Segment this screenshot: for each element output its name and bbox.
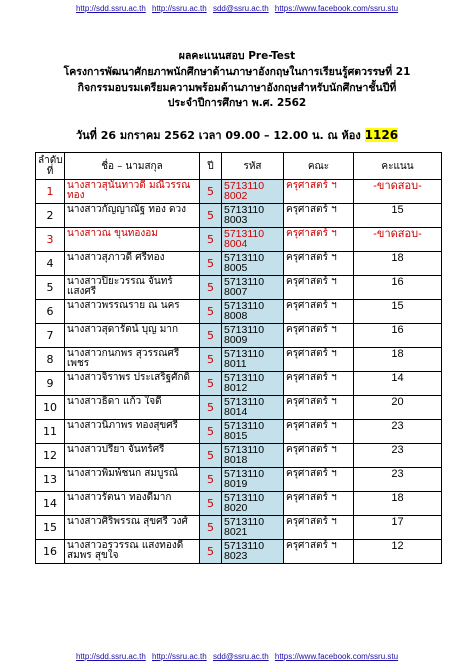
header-faculty: คณะ — [284, 153, 354, 180]
cell-year: 5 — [200, 396, 222, 420]
link-facebook[interactable]: https://www.facebook.com/ssru.stu — [274, 652, 399, 661]
link-sdd[interactable]: http://sdd.ssru.ac.th — [75, 4, 146, 13]
cell-year: 5 — [200, 252, 222, 276]
table-row — [36, 516, 442, 540]
table-body — [36, 180, 442, 564]
table-row — [36, 324, 442, 348]
cell-year: 5 — [200, 372, 222, 396]
cell-name: นางสาวปรียา จันทร์ศรี — [65, 444, 200, 468]
cell-no: 5 — [36, 276, 65, 300]
link-facebook[interactable]: https://www.facebook.com/ssru.stu — [274, 4, 399, 13]
header-score: คะแนน — [354, 153, 442, 180]
cell-year: 5 — [200, 420, 222, 444]
table-row — [36, 444, 442, 468]
room-number: 1126 — [364, 128, 399, 142]
heading-line-2: โครงการพัฒนาศักยภาพนักศึกษาด้านภาษาอังกฤษในการเรียนรู้ศตวรรษที่ 21 — [63, 66, 411, 78]
cell-year: 5 — [200, 348, 222, 372]
table-row — [36, 348, 442, 372]
cell-faculty: ครุศาสตร์ ฯ — [284, 324, 354, 348]
link-ssru[interactable]: http://ssru.ac.th — [152, 652, 207, 661]
header-year: ปี — [200, 153, 222, 180]
cell-year: 5 — [200, 492, 222, 516]
cell-faculty: ครุศาสตร์ ฯ — [284, 540, 354, 564]
cell-year: 5 — [200, 204, 222, 228]
table-row — [36, 396, 442, 420]
header-name: ชื่อ – นามสกุล — [65, 153, 200, 180]
cell-score: 23 — [354, 420, 442, 444]
table-row — [36, 468, 442, 492]
cell-score: 14 — [354, 372, 442, 396]
cell-name: นางสาวพรรณราย ณ นคร — [65, 300, 200, 324]
cell-no: 8 — [36, 348, 65, 372]
cell-score: 17 — [354, 516, 442, 540]
cell-student-id: 5713110 8023 — [222, 540, 284, 564]
cell-faculty: ครุศาสตร์ ฯ — [284, 372, 354, 396]
table-row — [36, 540, 442, 564]
table-row — [36, 204, 442, 228]
cell-faculty: ครุศาสตร์ ฯ — [284, 396, 354, 420]
heading-line-1: ผลคะแนนสอบ Pre-Test — [178, 50, 296, 62]
cell-name: นางสาวพิมพ์ชนก สมบูรณ์ — [65, 468, 200, 492]
cell-year: 5 — [200, 276, 222, 300]
cell-student-id: 5713110 8019 — [222, 468, 284, 492]
cell-name: นางสาวจิราพร ประเสริฐศักดิ์ — [65, 372, 200, 396]
cell-score: 23 — [354, 444, 442, 468]
table-row — [36, 180, 442, 204]
cell-no: 10 — [36, 396, 65, 420]
cell-year: 5 — [200, 180, 222, 204]
table-header-row — [36, 153, 442, 180]
link-ssru[interactable]: http://ssru.ac.th — [152, 4, 207, 13]
cell-year: 5 — [200, 324, 222, 348]
cell-student-id: 5713110 8018 — [222, 444, 284, 468]
cell-name: นางสาวณ ขุนทองอม — [65, 228, 200, 252]
cell-student-id: 5713110 8021 — [222, 516, 284, 540]
cell-student-id: 5713110 8007 — [222, 276, 284, 300]
cell-no: 16 — [36, 540, 65, 564]
cell-student-id: 5713110 8005 — [222, 252, 284, 276]
cell-score: 16 — [354, 324, 442, 348]
cell-faculty: ครุศาสตร์ ฯ — [284, 420, 354, 444]
cell-score: 12 — [354, 540, 442, 564]
cell-name: นางสาวปิยะวรรณ จันทร์แสงศรี — [65, 276, 200, 300]
table-row — [36, 276, 442, 300]
cell-student-id: 5713110 8003 — [222, 204, 284, 228]
cell-no: 9 — [36, 372, 65, 396]
cell-student-id: 5713110 8015 — [222, 420, 284, 444]
cell-no: 1 — [36, 180, 65, 204]
cell-score: 16 — [354, 276, 442, 300]
cell-faculty: ครุศาสตร์ ฯ — [284, 252, 354, 276]
cell-student-id: 5713110 8012 — [222, 372, 284, 396]
table-row — [36, 420, 442, 444]
cell-no: 15 — [36, 516, 65, 540]
cell-score: 18 — [354, 252, 442, 276]
table-row — [36, 492, 442, 516]
cell-name: นางสาวรัตนา ทองดีมาก — [65, 492, 200, 516]
bottom-links-bar — [0, 652, 474, 661]
cell-score: 23 — [354, 468, 442, 492]
table-row — [36, 252, 442, 276]
cell-student-id: 5713110 8011 — [222, 348, 284, 372]
cell-year: 5 — [200, 300, 222, 324]
cell-no: 4 — [36, 252, 65, 276]
cell-no: 7 — [36, 324, 65, 348]
cell-student-id: 5713110 8002 — [222, 180, 284, 204]
cell-no: 6 — [36, 300, 65, 324]
cell-faculty: ครุศาสตร์ ฯ — [284, 300, 354, 324]
cell-year: 5 — [200, 540, 222, 564]
header-id: รหัส — [222, 153, 284, 180]
cell-name: นางสาวสุภาวดี ศรีทอง — [65, 252, 200, 276]
cell-no: 14 — [36, 492, 65, 516]
cell-faculty: ครุศาสตร์ ฯ — [284, 492, 354, 516]
header-no: ลำดับที่ — [36, 153, 65, 180]
cell-year: 5 — [200, 444, 222, 468]
cell-year: 5 — [200, 468, 222, 492]
cell-score: -ขาดสอบ- — [354, 180, 442, 204]
top-links-bar — [0, 4, 474, 13]
cell-faculty: ครุศาสตร์ ฯ — [284, 444, 354, 468]
cell-student-id: 5713110 8020 — [222, 492, 284, 516]
cell-no: 11 — [36, 420, 65, 444]
cell-no: 2 — [36, 204, 65, 228]
cell-score: 15 — [354, 300, 442, 324]
cell-name: นางสาวกนกพร สุวรรณศรีเพชร — [65, 348, 200, 372]
table-row — [36, 228, 442, 252]
cell-score: 18 — [354, 492, 442, 516]
cell-no: 13 — [36, 468, 65, 492]
cell-score: -ขาดสอบ- — [354, 228, 442, 252]
link-email[interactable]: sdd@ssru.ac.th — [212, 652, 269, 661]
table-row — [36, 300, 442, 324]
cell-faculty: ครุศาสตร์ ฯ — [284, 180, 354, 204]
cell-student-id: 5713110 8014 — [222, 396, 284, 420]
score-table — [35, 152, 442, 564]
cell-name: นางสาวกัญญาณัฐ ทอง ดวง — [65, 204, 200, 228]
exam-date-text: วันที่ 26 มกราคม 2562 เวลา 09.00 – 12.00 น. ณ ห้อง — [75, 129, 361, 142]
heading-line-3: กิจกรรมอบรมเตรียมความพร้อมด้านภาษาอังกฤษสำหรับนักศึกษาชั้นปีที่ — [77, 82, 397, 94]
cell-faculty: ครุศาสตร์ ฯ — [284, 276, 354, 300]
cell-student-id: 5713110 8004 — [222, 228, 284, 252]
cell-student-id: 5713110 8009 — [222, 324, 284, 348]
cell-name: นางสาวศิริพรรณ สุขศรี วงศ์ — [65, 516, 200, 540]
exam-date-line — [0, 126, 474, 144]
cell-score: 20 — [354, 396, 442, 420]
link-sdd[interactable]: http://sdd.ssru.ac.th — [75, 652, 146, 661]
cell-student-id: 5713110 8008 — [222, 300, 284, 324]
cell-faculty: ครุศาสตร์ ฯ — [284, 348, 354, 372]
cell-year: 5 — [200, 228, 222, 252]
cell-score: 18 — [354, 348, 442, 372]
cell-faculty: ครุศาสตร์ ฯ — [284, 516, 354, 540]
cell-name: นางสาวสุนันทาวดี มณีวรรณทอง — [65, 180, 200, 204]
cell-name: นางสาวธิดา แก้ว ใจดี — [65, 396, 200, 420]
cell-no: 3 — [36, 228, 65, 252]
cell-faculty: ครุศาสตร์ ฯ — [284, 228, 354, 252]
cell-name: นางสาวนิภาพร ทองสุขศรี — [65, 420, 200, 444]
cell-no: 12 — [36, 444, 65, 468]
cell-name: นางสาวอรวรรณ แสงทองดี สมพร สุขใจ — [65, 540, 200, 564]
table-row — [36, 372, 442, 396]
cell-score: 15 — [354, 204, 442, 228]
cell-name: นางสาวสุดารัตน์ บุญ มาก — [65, 324, 200, 348]
heading-line-4: ประจำปีการศึกษา พ.ศ. 2562 — [167, 97, 307, 109]
cell-faculty: ครุศาสตร์ ฯ — [284, 468, 354, 492]
link-email[interactable]: sdd@ssru.ac.th — [212, 4, 269, 13]
cell-year: 5 — [200, 516, 222, 540]
cell-faculty: ครุศาสตร์ ฯ — [284, 204, 354, 228]
